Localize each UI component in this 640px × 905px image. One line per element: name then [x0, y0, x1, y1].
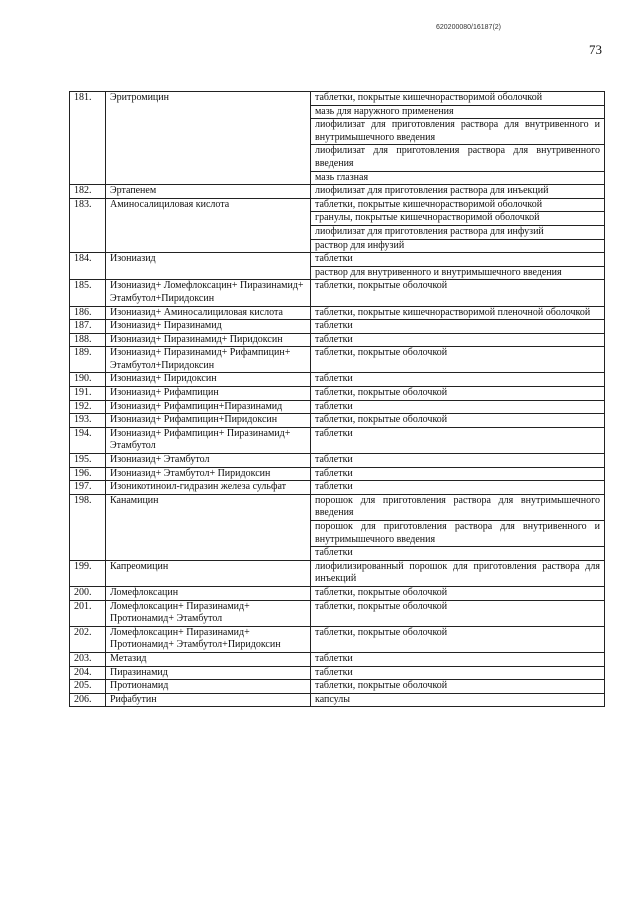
row-number: 181. — [70, 92, 106, 185]
table-row — [70, 454, 605, 468]
drug-name: Изониазид+ Пиразинамид — [106, 320, 311, 334]
drug-name: Изониазид+ Рифампицин+ Пиразинамид+ Этамбутол — [106, 427, 311, 453]
dosage-form: таблетки, покрытые оболочкой — [315, 680, 448, 692]
row-number: 198. — [70, 494, 106, 560]
dosage-forms — [311, 400, 605, 414]
dosage-forms — [311, 333, 605, 347]
dosage-forms — [311, 414, 605, 428]
drug-name: Эртапенем — [106, 185, 311, 199]
document-code: 620200080/16187(2) — [436, 24, 502, 31]
drug-name: Ломефлоксацин+ Пиразинамид+ Протионамид+ Этамбутол+Пиридоксин — [106, 626, 311, 652]
row-number: 197. — [70, 481, 106, 495]
table-row — [70, 693, 605, 707]
dosage-form: таблетки — [315, 454, 353, 466]
row-number: 188. — [70, 333, 106, 347]
table-row — [70, 320, 605, 334]
table-row — [70, 481, 605, 495]
table-row — [70, 467, 605, 481]
dosage-form: таблетки — [315, 320, 353, 332]
table-row — [70, 652, 605, 666]
dosage-form: таблетки — [315, 481, 353, 493]
dosage-forms — [311, 347, 605, 373]
table-body — [70, 92, 605, 707]
drug-name: Канамицин — [106, 494, 311, 560]
dosage-forms — [311, 427, 605, 453]
drug-name: Изониазид+ Рифампицин+Пиридоксин — [106, 414, 311, 428]
drug-name: Метазид — [106, 652, 311, 666]
table-row — [70, 414, 605, 428]
dosage-forms — [311, 586, 605, 600]
dosage-form: таблетки — [311, 546, 604, 560]
dosage-form: лиофилизат для приготовления раствора для инъекций — [315, 185, 549, 197]
dosage-forms — [311, 387, 605, 401]
table-row — [70, 400, 605, 414]
table-row — [70, 680, 605, 694]
drug-name: Изониазид+ Аминосалициловая кислота — [106, 306, 311, 320]
dosage-forms — [311, 185, 605, 199]
dosage-form: таблетки, покрытые оболочкой — [315, 586, 448, 598]
table-row — [70, 92, 605, 185]
row-number: 199. — [70, 560, 106, 586]
dosage-form: таблетки, покрытые кишечнорастворимой пленочной оболочкой — [315, 306, 591, 318]
drug-name: Изониазид — [106, 253, 311, 280]
drug-name: Изониазид+ Рифампицин — [106, 387, 311, 401]
table-row — [70, 387, 605, 401]
dosage-form: лиофилизат для приготовления раствора для внутривенного введения — [311, 144, 604, 170]
drug-name: Эритромицин — [106, 92, 311, 185]
dosage-form: таблетки — [315, 652, 353, 664]
dosage-form: мазь глазная — [311, 171, 604, 185]
drug-name: Изониазид+ Ломефлоксацин+ Пиразинамид+ Этамбутол+Пиридоксин — [106, 280, 311, 306]
dosage-form: таблетки, покрытые оболочкой — [315, 600, 448, 612]
drug-name: Изониазид+ Пиразинамид+ Рифампицин+ Этамбутол+Пиридоксин — [106, 347, 311, 373]
row-number: 205. — [70, 680, 106, 694]
table-row — [70, 306, 605, 320]
row-number: 201. — [70, 600, 106, 626]
drug-name: Ломефлоксацин+ Пиразинамид+ Протионамид+ Этамбутол — [106, 600, 311, 626]
dosage-form: порошок для приготовления раствора для внутривенного и внутримышечного введения — [311, 520, 604, 546]
row-number: 185. — [70, 280, 106, 306]
dosage-forms — [311, 373, 605, 387]
dosage-form: таблетки — [315, 373, 353, 385]
drug-name: Ломефлоксацин — [106, 586, 311, 600]
table-row — [70, 586, 605, 600]
table-row — [70, 347, 605, 373]
dosage-form: лиофилизат для приготовления раствора для инфузий — [311, 225, 604, 239]
table-row — [70, 185, 605, 199]
row-number: 184. — [70, 253, 106, 280]
row-number: 206. — [70, 693, 106, 707]
dosage-forms — [311, 666, 605, 680]
table-row — [70, 280, 605, 306]
row-number: 187. — [70, 320, 106, 334]
dosage-form: таблетки, покрытые оболочкой — [315, 414, 448, 426]
table-row — [70, 198, 605, 252]
table-row — [70, 626, 605, 652]
dosage-form: раствор для инфузий — [311, 239, 604, 253]
drug-name: Пиразинамид — [106, 666, 311, 680]
drug-name: Изониазид+ Этамбутол+ Пиридоксин — [106, 467, 311, 481]
row-number: 202. — [70, 626, 106, 652]
dosage-forms — [311, 280, 605, 306]
table-row — [70, 427, 605, 453]
dosage-forms — [311, 253, 605, 280]
dosage-forms — [311, 626, 605, 652]
table-row — [70, 494, 605, 560]
row-number: 193. — [70, 414, 106, 428]
row-number: 183. — [70, 198, 106, 252]
dosage-form: таблетки — [315, 467, 353, 479]
table-row — [70, 253, 605, 280]
dosage-form: гранулы, покрытые кишечнорастворимой оболочкой — [311, 211, 604, 225]
table-row — [70, 333, 605, 347]
dosage-forms — [311, 680, 605, 694]
dosage-forms — [311, 320, 605, 334]
row-number: 191. — [70, 387, 106, 401]
dosage-forms — [311, 600, 605, 626]
dosage-form: таблетки, покрытые оболочкой — [315, 387, 448, 399]
dosage-form: таблетки, покрытые оболочкой — [315, 347, 448, 359]
dosage-forms — [311, 92, 605, 185]
page-number: 73 — [589, 42, 602, 57]
drug-name: Протионамид — [106, 680, 311, 694]
row-number: 192. — [70, 400, 106, 414]
dosage-forms — [311, 306, 605, 320]
drug-name: Изониазид+ Пиразинамид+ Пиридоксин — [106, 333, 311, 347]
dosage-forms — [311, 560, 605, 586]
table-row — [70, 666, 605, 680]
dosage-forms — [311, 198, 605, 252]
dosage-form: таблетки — [315, 400, 353, 412]
drug-name: Изониазид+ Пиридоксин — [106, 373, 311, 387]
drug-name: Изоникотиноил-гидразин железа сульфат — [106, 481, 311, 495]
row-number: 189. — [70, 347, 106, 373]
dosage-form: таблетки, покрытые оболочкой — [315, 626, 448, 638]
row-number: 186. — [70, 306, 106, 320]
dosage-form: лиофилизированный порошок для приготовления раствора для инъекций — [315, 560, 600, 585]
dosage-forms — [311, 454, 605, 468]
row-number: 203. — [70, 652, 106, 666]
drug-name: Капреомицин — [106, 560, 311, 586]
row-number: 196. — [70, 467, 106, 481]
row-number: 195. — [70, 454, 106, 468]
dosage-form: таблетки — [315, 333, 353, 345]
dosage-forms — [311, 652, 605, 666]
dosage-form: таблетки, покрытые оболочкой — [315, 280, 448, 292]
dosage-forms — [311, 467, 605, 481]
dosage-form: порошок для приготовления раствора для внутримышечного введения — [315, 494, 600, 519]
dosage-form: таблетки — [315, 666, 353, 678]
dosage-forms — [311, 494, 605, 560]
dosage-form: капсулы — [315, 693, 350, 705]
dosage-forms — [311, 693, 605, 707]
row-number: 204. — [70, 666, 106, 680]
table-row — [70, 560, 605, 586]
medicine-table — [69, 91, 605, 707]
drug-name: Рифабутин — [106, 693, 311, 707]
row-number: 194. — [70, 427, 106, 453]
table-row — [70, 373, 605, 387]
dosage-form: таблетки — [315, 253, 353, 265]
row-number: 200. — [70, 586, 106, 600]
dosage-form: раствор для внутривенного и внутримышечного введения — [311, 266, 604, 280]
dosage-form: мазь для наружного применения — [311, 105, 604, 119]
dosage-form: лиофилизат для приготовления раствора для внутривенного и внутримышечного введения — [311, 118, 604, 144]
row-number: 182. — [70, 185, 106, 199]
drug-name: Изониазид+ Этамбутол — [106, 454, 311, 468]
drug-name: Изониазид+ Рифампицин+Пиразинамид — [106, 400, 311, 414]
dosage-form: таблетки, покрытые кишечнорастворимой оболочкой — [315, 92, 543, 103]
dosage-forms — [311, 481, 605, 495]
drug-name: Аминосалициловая кислота — [106, 198, 311, 252]
dosage-form: таблетки — [315, 427, 353, 439]
table-row — [70, 600, 605, 626]
dosage-form: таблетки, покрытые кишечнорастворимой оболочкой — [315, 198, 543, 210]
row-number: 190. — [70, 373, 106, 387]
